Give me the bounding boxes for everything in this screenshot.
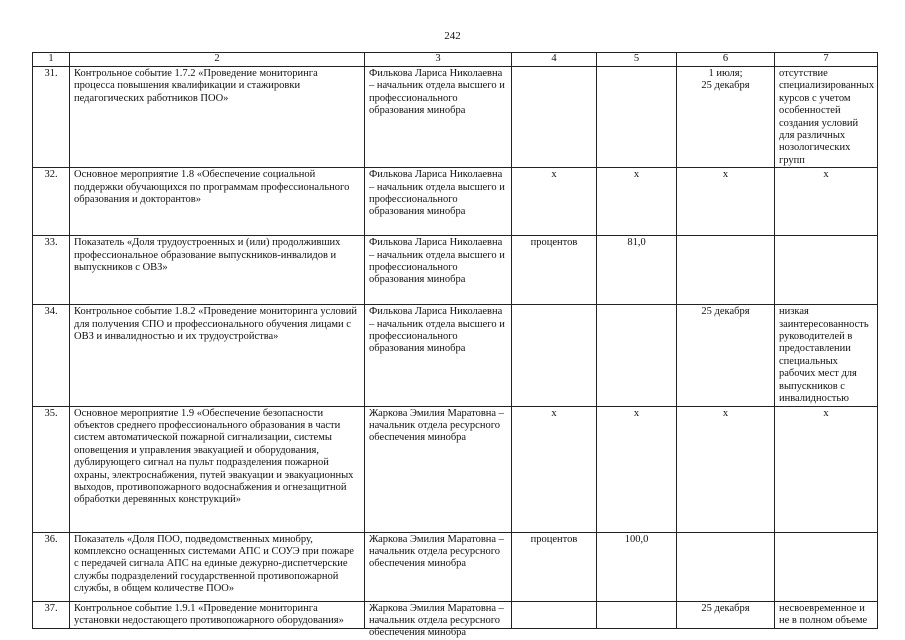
value-cell xyxy=(597,305,677,406)
unit-cell xyxy=(512,67,597,168)
column-header: 3 xyxy=(365,53,512,67)
table-row xyxy=(33,406,878,532)
risks-cell: х xyxy=(775,406,878,532)
unit-cell xyxy=(512,601,597,628)
table-row xyxy=(33,67,878,168)
responsible-person-text: Жаркова Эмилия Маратовна – начальник отдела ресурсного обеспечения минобра xyxy=(369,602,504,639)
value-cell: х xyxy=(597,168,677,236)
row-number: 36. xyxy=(33,532,70,601)
row-number: 31. xyxy=(33,67,70,168)
date-cell: 25 декабря xyxy=(677,601,775,628)
responsible-person: Филькова Лариса Николаевна – начальник отдела высшего и профессионального образования минобра xyxy=(365,236,512,305)
event-name: Контрольное событие 1.8.2 «Проведение мониторинга условий для получения СПО и профессионального обучения лицами с ОВЗ и инвалидностью и их трудоустройства» xyxy=(70,305,365,406)
column-header: 4 xyxy=(512,53,597,67)
value-cell xyxy=(597,601,677,628)
event-name: Основное мероприятие 1.8 «Обеспечение социальной поддержки обучающихся по программам профессионального образования и докторантов» xyxy=(70,168,365,236)
plan-table xyxy=(32,52,878,639)
row-number: 37. xyxy=(33,601,70,628)
column-header: 6 xyxy=(677,53,775,67)
table-row xyxy=(33,168,878,236)
column-header: 5 xyxy=(597,53,677,67)
date-cell: 25 декабря xyxy=(677,305,775,406)
value-cell: 100,0 xyxy=(597,532,677,601)
row-number: 34. xyxy=(33,305,70,406)
page-number: 242 xyxy=(444,30,461,42)
risks-cell xyxy=(775,236,878,305)
unit-cell: процентов xyxy=(512,532,597,601)
responsible-person xyxy=(365,601,512,639)
risks-cell: низкая заинтересованность руководителей в предоставлении специальных рабочих мест для выпускников с инвалидностью xyxy=(775,305,878,406)
row-number: 33. xyxy=(33,236,70,305)
unit-cell: х xyxy=(512,406,597,532)
indicator-name: Показатель «Доля ПОО, подведомственных минобру, комплексно оснащенных системами АПС и СОУЭ при пожаре с передачей сигнала АПС на единые дежурно-диспетчерские службы подразделений государственной противопожарной службы, в общем количестве ПОО» xyxy=(70,532,365,601)
risks-cell: отсутствие специализированных курсов с учетом особенностей создания условий для различных нозологических групп xyxy=(775,67,878,168)
event-name-text: Контрольное событие 1.9.1 «Проведение мониторинга установки недостающего противопожарного оборудования» xyxy=(74,602,344,626)
date-cell: х xyxy=(677,168,775,236)
column-number-row xyxy=(33,53,878,67)
risks-text: несвоевременное и не в полном объеме xyxy=(779,602,868,626)
responsible-person: Жаркова Эмилия Маратовна – начальник отдела ресурсного обеспечения минобра xyxy=(365,532,512,601)
responsible-person: Филькова Лариса Николаевна – начальник отдела высшего и профессионального образования минобра xyxy=(365,67,512,168)
unit-cell: х xyxy=(512,168,597,236)
risks-cell xyxy=(775,601,878,628)
responsible-person: Филькова Лариса Николаевна – начальник отдела высшего и профессионального образования минобра xyxy=(365,305,512,406)
date-cell: 1 июля; 25 декабря xyxy=(677,67,775,168)
table-row xyxy=(33,532,878,601)
responsible-person: Филькова Лариса Николаевна – начальник отдела высшего и профессионального образования минобра xyxy=(365,168,512,236)
column-header: 7 xyxy=(775,53,878,67)
risks-cell xyxy=(775,532,878,601)
value-cell xyxy=(597,67,677,168)
table-row xyxy=(33,305,878,406)
risks-cell: х xyxy=(775,168,878,236)
event-name: Контрольное событие 1.7.2 «Проведение мониторинга процесса повышения квалификации и стажировки педагогических работников ПОО» xyxy=(70,67,365,168)
row-number: 35. xyxy=(33,406,70,532)
indicator-name: Показатель «Доля трудоустроенных и (или) продолживших профессиональное образование выпускников-инвалидов и выпускников с ОВЗ» xyxy=(70,236,365,305)
unit-cell xyxy=(512,305,597,406)
date-cell xyxy=(677,532,775,601)
column-header: 1 xyxy=(33,53,70,67)
date-cell: х xyxy=(677,406,775,532)
date-cell xyxy=(677,236,775,305)
responsible-person: Жаркова Эмилия Маратовна – начальник отдела ресурсного обеспечения минобра xyxy=(365,406,512,532)
value-cell: 81,0 xyxy=(597,236,677,305)
column-header: 2 xyxy=(70,53,365,67)
row-number: 32. xyxy=(33,168,70,236)
event-name xyxy=(70,601,365,628)
table-row xyxy=(33,236,878,305)
unit-cell: процентов xyxy=(512,236,597,305)
table-row xyxy=(33,601,878,628)
event-name: Основное мероприятие 1.9 «Обеспечение безопасности объектов среднего профессионального образования в части систем автоматической пожарной сигнализации, системы оповещения и управления эвакуацией и оборудования, дублирующего сигнал на пульт подразделения пожарной охраны, электроснабжения, путей эвакуации и эвакуационных выходов, противопожарного водоснабжения и огнезащитной обработки деревянных конструкций» xyxy=(70,406,365,532)
value-cell: х xyxy=(597,406,677,532)
